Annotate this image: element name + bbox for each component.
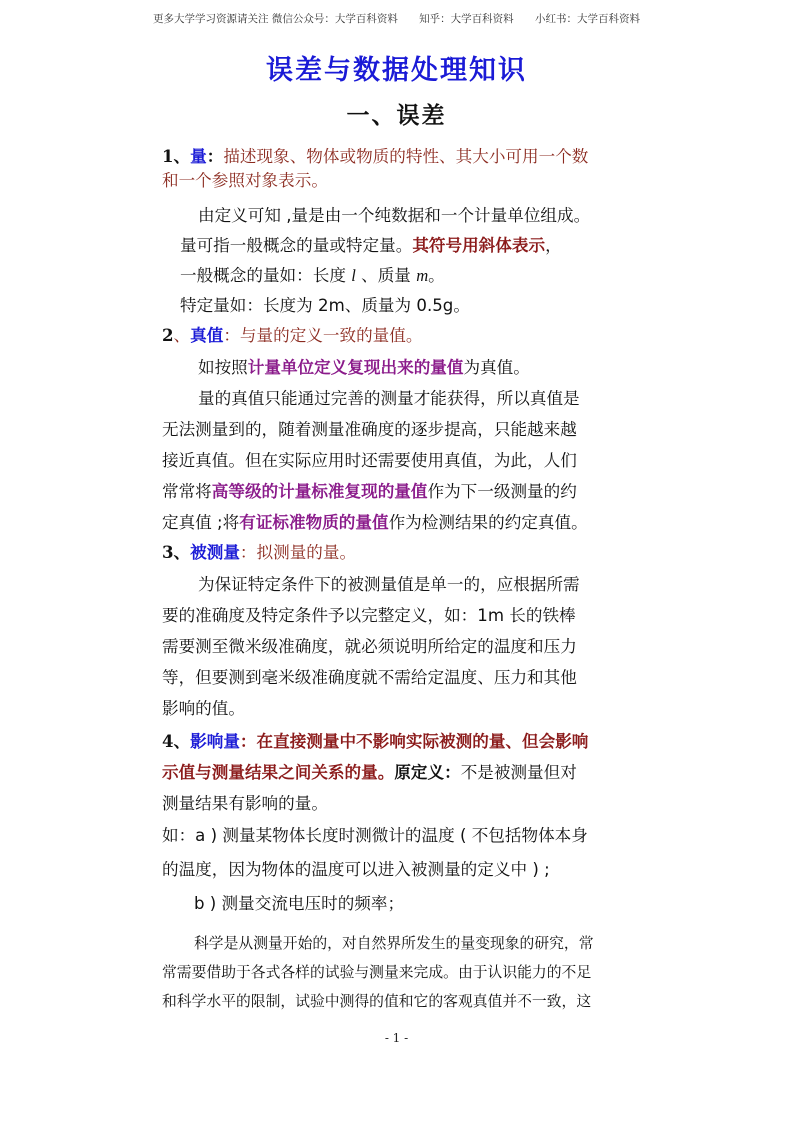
section-heading: 一、误差 — [346, 102, 447, 129]
header-wechat-text: 更多大学学习资源请关注 微信公众号：大学百科资料 — [152, 13, 398, 25]
highlight-text: 计量单位定义复现出来的量值 — [247, 358, 464, 377]
highlight-text: 其符号用斜体表示 — [412, 236, 546, 255]
text-line: 无法测量到的，随着测量准确度的逐步提高，只能越来越 — [162, 420, 577, 439]
text-span: 量可指一般概念的量或特定量。 — [180, 236, 413, 255]
definition-measurand — [162, 540, 637, 565]
text-line: 和科学水平的限制，试验中测得的值和它的客观真值并不一致，这 — [162, 993, 592, 1010]
text-span: 。 — [428, 266, 445, 285]
text-line: 接近真值。但在实际应用时还需要使用真值，为此，人们 — [162, 451, 577, 470]
text-line — [162, 476, 637, 507]
paragraph-measurand — [162, 569, 637, 724]
page-header — [0, 11, 793, 26]
definition-number: 2 — [162, 325, 174, 345]
definition-term: 被测量 — [190, 542, 240, 562]
definition-number: 1、 — [162, 146, 191, 166]
text-line: 常需要借助于各式各样的试验与测量来完成。由于认识能力的不足 — [162, 964, 592, 981]
text-line: 影响的值。 — [162, 699, 245, 718]
paragraph-quantity-explanation — [162, 201, 637, 321]
definition-text: 描述现象、物体或物质的特性、其大小可用一个数 — [223, 147, 589, 166]
text-line: 测量结果有影响的量。 — [162, 794, 328, 813]
definition-text: 和一个参照对象表示。 — [162, 171, 328, 190]
definition-term: 真值 — [190, 325, 224, 345]
text-line — [162, 507, 637, 538]
text-span: 、质量 — [355, 266, 417, 285]
text-span: 一般概念的量如：长度 — [180, 266, 352, 285]
text-span: 如按照 — [198, 358, 248, 377]
text-line — [162, 261, 637, 291]
definition-quantity — [162, 144, 637, 193]
text-line: 如：a ) 测量某物体长度时测微计的温度 ( 不包括物体本身 — [162, 826, 588, 845]
definition-term: 影响量 — [190, 731, 240, 751]
document-title: 误差与数据处理知识 — [266, 55, 527, 86]
symbol-length: l — [351, 266, 356, 285]
text-span: ， — [545, 236, 562, 255]
text-line: 特定量如：长度为 2m、质量为 0.5g。 — [180, 296, 470, 315]
text-line: 为保证特定条件下的被测量值是单一的，应根据所需 — [198, 575, 580, 594]
text-span: 为真值。 — [463, 358, 530, 377]
paragraph-science-measurement — [162, 929, 637, 1016]
paragraph-examples — [162, 819, 637, 921]
text-line: b ) 测量交流电压时的频率； — [194, 894, 405, 913]
text-line: 科学是从测量开始的，对自然界所发生的量变现象的研究，常 — [194, 935, 594, 952]
page-number: - 1 - — [384, 1031, 409, 1045]
document-body — [162, 144, 637, 1016]
text-span: 定真值 ;将 — [162, 513, 240, 532]
definition-text: 示值与测量结果之间关系的量。 — [162, 762, 395, 782]
definition-colon: ： — [239, 731, 257, 751]
definition-colon: ： — [206, 146, 224, 166]
definition-text: 与量的定义一致的量值。 — [239, 326, 423, 345]
text-span: 不是被测量但对 — [460, 763, 577, 782]
text-line: 需要测至微米级准确度，就必须说明所给定的温度和压力 — [162, 637, 577, 656]
highlight-text: 有证标准物质的量值 — [239, 513, 389, 532]
definition-separator: 、 — [173, 326, 191, 345]
definition-text: 在直接测量中不影响实际被测的量、但会影响 — [256, 731, 589, 751]
original-definition-label: 原定义： — [394, 763, 461, 782]
text-span: 作为检测结果的约定真值。 — [388, 513, 588, 532]
header-xiaohongshu-text: 小红书：大学百科资料 — [535, 13, 641, 25]
definition-colon: ： — [239, 543, 257, 562]
text-line: 等，但要测到毫米级准确度就不需给定温度、压力和其他 — [162, 668, 577, 687]
definition-term: 量 — [190, 146, 207, 166]
text-line: 由定义可知 ,量是由一个纯数据和一个计量单位组成。 — [198, 206, 591, 225]
text-line — [162, 231, 637, 261]
definition-number: 3、 — [162, 542, 191, 562]
paragraph-true-value — [162, 352, 637, 538]
definition-true-value — [162, 323, 637, 348]
definition-text: 拟测量的量。 — [256, 543, 357, 562]
definition-influence-quantity — [162, 726, 637, 819]
symbol-mass: m — [416, 266, 429, 285]
text-span: 常常将 — [162, 482, 212, 501]
text-line: 的温度，因为物体的温度可以进入被测量的定义中 ) ; — [162, 860, 550, 879]
header-zhihu-text: 知乎：大学百科资料 — [419, 13, 514, 25]
text-line: 量的真值只能通过完善的测量才能获得，所以真值是 — [198, 389, 580, 408]
text-line: 要的准确度及特定条件予以完整定义，如：1m 长的铁棒 — [162, 606, 576, 625]
definition-number: 4、 — [162, 731, 191, 751]
highlight-text: 高等级的计量标准复现的量值 — [211, 482, 428, 501]
text-span: 作为下一级测量的约 — [427, 482, 577, 501]
definition-colon: ： — [223, 326, 240, 345]
text-line — [162, 352, 637, 383]
